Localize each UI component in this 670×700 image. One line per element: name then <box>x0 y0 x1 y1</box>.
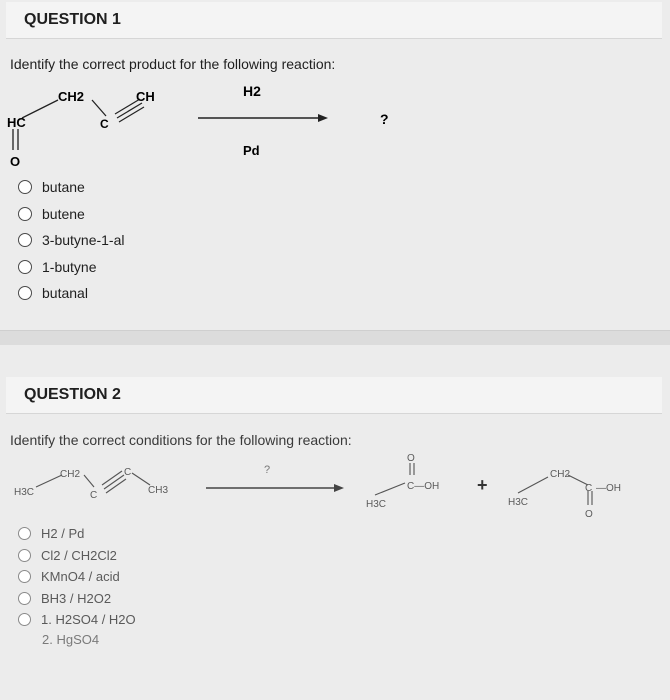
plus-sign: + <box>477 475 488 495</box>
p2-label-h3c: H3C <box>508 497 529 508</box>
p1-label-c-oh: C—OH <box>407 481 440 492</box>
bond-hc-ch2 <box>22 100 58 118</box>
label-ch: CH <box>136 89 155 104</box>
question-1-prompt: Identify the correct product for the following reaction: <box>10 56 336 72</box>
reagent-top-h2: H2 <box>243 83 261 99</box>
p2-label-c: C <box>585 483 593 494</box>
option-3-butyne-1-al[interactable]: 3-butyne-1-al <box>18 227 125 254</box>
p2-label-o: O <box>585 509 593 520</box>
radio-button[interactable] <box>18 549 31 562</box>
radio-button[interactable] <box>18 180 32 194</box>
option-bh3-h2o2[interactable]: BH3 / H2O2 <box>18 588 136 610</box>
radio-button[interactable] <box>18 233 32 247</box>
radio-button[interactable] <box>18 286 32 300</box>
question-2-header: QUESTION 2 <box>6 377 662 414</box>
bond-p1-h3c <box>375 483 405 495</box>
arrowhead-2 <box>334 484 344 492</box>
question-2-panel <box>0 345 670 700</box>
p1-label-o: O <box>407 453 415 464</box>
option-h2-pd[interactable]: H2 / Pd <box>18 523 136 545</box>
bond-ch2-c <box>84 475 94 487</box>
option-butanal[interactable]: butanal <box>18 280 125 307</box>
label-c2: C <box>124 467 132 478</box>
bond-ch2-c <box>92 100 106 116</box>
label-ch2: CH2 <box>58 89 85 104</box>
option-h2so4-hgso4[interactable]: 1. H2SO4 / H2O <box>18 609 136 631</box>
product-unknown: ? <box>380 111 389 127</box>
radio-button[interactable] <box>18 570 31 583</box>
p2-label-ch2: CH2 <box>550 469 571 480</box>
question-1-header: QUESTION 1 <box>6 2 662 39</box>
option-kmno4-acid[interactable]: KMnO4 / acid <box>18 566 136 588</box>
radio-button[interactable] <box>18 592 31 605</box>
reagent-unknown: ? <box>264 464 271 476</box>
radio-button[interactable] <box>18 527 31 540</box>
question-2-prompt: Identify the correct conditions for the following reaction: <box>10 432 352 448</box>
option-butane[interactable]: butane <box>18 174 125 201</box>
reagent-bottom-pd: Pd <box>243 143 260 158</box>
p1-label-h3c: H3C <box>366 499 387 510</box>
option-5-second-line: 2. HgSO4 <box>42 631 100 647</box>
label-h3c: H3C <box>14 487 35 498</box>
radio-button[interactable] <box>18 207 32 221</box>
question-2-options <box>18 523 136 649</box>
question-1-options <box>18 174 125 307</box>
arrowhead-1 <box>318 114 328 122</box>
radio-button[interactable] <box>18 613 31 626</box>
label-ch2: CH2 <box>60 469 81 480</box>
bond-h3c-ch2 <box>36 475 62 487</box>
label-hc: HC <box>7 115 26 130</box>
question-1-panel <box>0 0 670 330</box>
label-c: C <box>100 117 109 131</box>
bond-c-ch3 <box>132 473 150 485</box>
label-ch3: CH3 <box>148 485 169 496</box>
option-1-butyne[interactable]: 1-butyne <box>18 254 125 281</box>
label-c1: C <box>90 490 98 501</box>
option-butene[interactable]: butene <box>18 201 125 228</box>
label-o: O <box>10 154 21 169</box>
radio-button[interactable] <box>18 260 32 274</box>
p2-label-oh: —OH <box>596 483 621 494</box>
bond-p2-h3c <box>518 477 548 493</box>
option-cl2-ch2cl2[interactable]: Cl2 / CH2Cl2 <box>18 545 136 567</box>
